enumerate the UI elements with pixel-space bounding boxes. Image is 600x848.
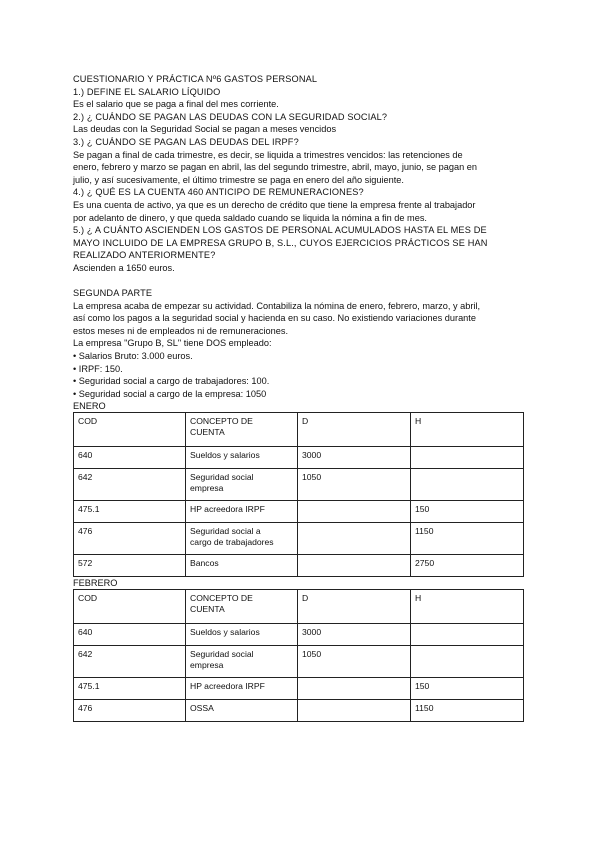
- ledger-table-enero: [73, 412, 524, 577]
- document-title: CUESTIONARIO Y PRÁCTICA Nº6 GASTOS PERSONAL: [73, 74, 318, 84]
- header-concepto-line: CUENTA: [190, 427, 225, 438]
- cell-d: [298, 555, 411, 577]
- table-row: [74, 447, 524, 469]
- header-concepto: [186, 413, 298, 447]
- ledger-table-febrero: [73, 589, 524, 722]
- table-row: [74, 678, 524, 700]
- bullet-item: • Salarios Bruto: 3.000 euros.: [73, 351, 193, 362]
- cell-concepto: HP acreedora IRPF: [186, 501, 298, 523]
- answer-2: Las deudas con la Seguridad Social se pagan a meses vencidos: [73, 124, 337, 135]
- header-cod: COD: [74, 413, 186, 447]
- month-label-febrero: FEBRERO: [73, 578, 118, 589]
- bullet-item: • IRPF: 150.: [73, 363, 123, 374]
- cell-h: 1150: [411, 523, 524, 555]
- cell-concepto-line: Seguridad social a: [190, 526, 261, 537]
- table-row: [74, 624, 524, 646]
- bullet-item: • Seguridad social a cargo de trabajadores: 100.: [73, 376, 270, 387]
- intro-line: estos meses ni de empleados ni de remuneraciones.: [73, 325, 289, 336]
- bullet-item: • Seguridad social a cargo de la empresa: 1050: [73, 388, 267, 399]
- cell-d: [298, 523, 411, 555]
- cell-concepto-line: empresa: [190, 483, 224, 494]
- question-5-line: 5.) ¿ A CUÁNTO ASCIENDEN LOS GASTOS DE PERSONAL ACUMULADOS HASTA EL MES DE: [73, 225, 487, 236]
- company-line: La empresa "Grupo B, SL" tiene DOS empleado:: [73, 338, 272, 349]
- header-concepto: [186, 590, 298, 624]
- cell-d: 1050: [298, 469, 411, 501]
- cell-concepto: Sueldos y salarios: [186, 624, 298, 646]
- answer-4-line: por adelanto de dinero, y que queda saldado cuando se liquida la nómina a fin de mes.: [73, 212, 427, 223]
- cell-cod: 475.1: [74, 678, 186, 700]
- cell-cod: 642: [74, 646, 186, 678]
- header-concepto-line: CUENTA: [190, 604, 225, 615]
- header-d: D: [298, 413, 411, 447]
- question-4: 4.) ¿ QUÉ ES LA CUENTA 460 ANTICIPO DE REMUNERACIONES?: [73, 187, 364, 198]
- header-d: D: [298, 590, 411, 624]
- cell-cod: 475.1: [74, 501, 186, 523]
- table-row: [74, 646, 524, 678]
- answer-5: Ascienden a 1650 euros.: [73, 262, 175, 273]
- answer-3-line: Se pagan a final de cada trimestre, es decir, se liquida a trimestres vencidos: las retenciones de: [73, 149, 463, 160]
- cell-d: 3000: [298, 447, 411, 469]
- cell-concepto: [186, 523, 298, 555]
- cell-d: [298, 700, 411, 722]
- header-concepto-line: CONCEPTO DE: [190, 416, 253, 427]
- header-concepto-line: CONCEPTO DE: [190, 593, 253, 604]
- table-header-row: [74, 590, 524, 624]
- second-part-title: SEGUNDA PARTE: [73, 288, 153, 299]
- cell-cod: 476: [74, 700, 186, 722]
- cell-h: [411, 646, 524, 678]
- intro-line: La empresa acaba de empezar su actividad. Contabiliza la nómina de enero, febrero, marzo, y abril,: [73, 300, 481, 311]
- answer-1: Es el salario que se paga a final del mes corriente.: [73, 99, 279, 110]
- table-row: [74, 501, 524, 523]
- cell-h: 1150: [411, 700, 524, 722]
- cell-cod: 476: [74, 523, 186, 555]
- cell-concepto-line: cargo de trabajadores: [190, 537, 274, 548]
- cell-h: 2750: [411, 555, 524, 577]
- intro-line: así como los pagos a la seguridad social y hacienda en su caso. No existiendo variaciones durante: [73, 313, 476, 324]
- cell-d: 3000: [298, 624, 411, 646]
- cell-h: 150: [411, 678, 524, 700]
- question-1: 1.) DEFINE EL SALARIO LÍQUIDO: [73, 86, 221, 97]
- cell-concepto: HP acreedora IRPF: [186, 678, 298, 700]
- table-row: [74, 700, 524, 722]
- question-3: 3.) ¿ CUÁNDO SE PAGAN LAS DEUDAS DEL IRPF?: [73, 136, 299, 147]
- cell-concepto-line: Seguridad social: [190, 472, 254, 483]
- cell-cod: 640: [74, 624, 186, 646]
- header-h: H: [411, 590, 524, 624]
- document-page: [73, 73, 528, 722]
- question-5-line: MAYO INCLUIDO DE LA EMPRESA GRUPO B, S.L., CUYOS EJERCICIOS PRÁCTICOS SE HAN: [73, 237, 488, 248]
- header-h: H: [411, 413, 524, 447]
- cell-d: [298, 678, 411, 700]
- cell-cod: 642: [74, 469, 186, 501]
- cell-concepto: OSSA: [186, 700, 298, 722]
- cell-h: [411, 469, 524, 501]
- cell-concepto: [186, 469, 298, 501]
- cell-concepto: Bancos: [186, 555, 298, 577]
- cell-cod: 640: [74, 447, 186, 469]
- question-5-line: REALIZADO ANTERIORMENTE?: [73, 250, 216, 261]
- cell-concepto: [186, 646, 298, 678]
- cell-h: 150: [411, 501, 524, 523]
- cell-d: [298, 501, 411, 523]
- table-row: [74, 523, 524, 555]
- table-row: [74, 469, 524, 501]
- month-label-enero: ENERO: [73, 401, 106, 412]
- table-header-row: [74, 413, 524, 447]
- question-2: 2.) ¿ CUÁNDO SE PAGAN LAS DEUDAS CON LA SEGURIDAD SOCIAL?: [73, 111, 388, 122]
- cell-cod: 572: [74, 555, 186, 577]
- cell-d: 1050: [298, 646, 411, 678]
- answer-3-line: julio, y así sucesivamente, el último trimestre se paga en enero del año siguiente.: [73, 174, 404, 185]
- header-cod: COD: [74, 590, 186, 624]
- cell-h: [411, 447, 524, 469]
- table-row: [74, 555, 524, 577]
- cell-concepto-line: empresa: [190, 660, 224, 671]
- answer-3-line: enero, febrero y marzo se pagan en abril, las del segundo trimestre, abril, mayo, junio, se pagan en: [73, 162, 477, 173]
- cell-h: [411, 624, 524, 646]
- cell-concepto-line: Seguridad social: [190, 649, 254, 660]
- answer-4-line: Es una cuenta de activo, ya que es un derecho de crédito que tiene la empresa frente al trabajador: [73, 199, 476, 210]
- cell-concepto: Sueldos y salarios: [186, 447, 298, 469]
